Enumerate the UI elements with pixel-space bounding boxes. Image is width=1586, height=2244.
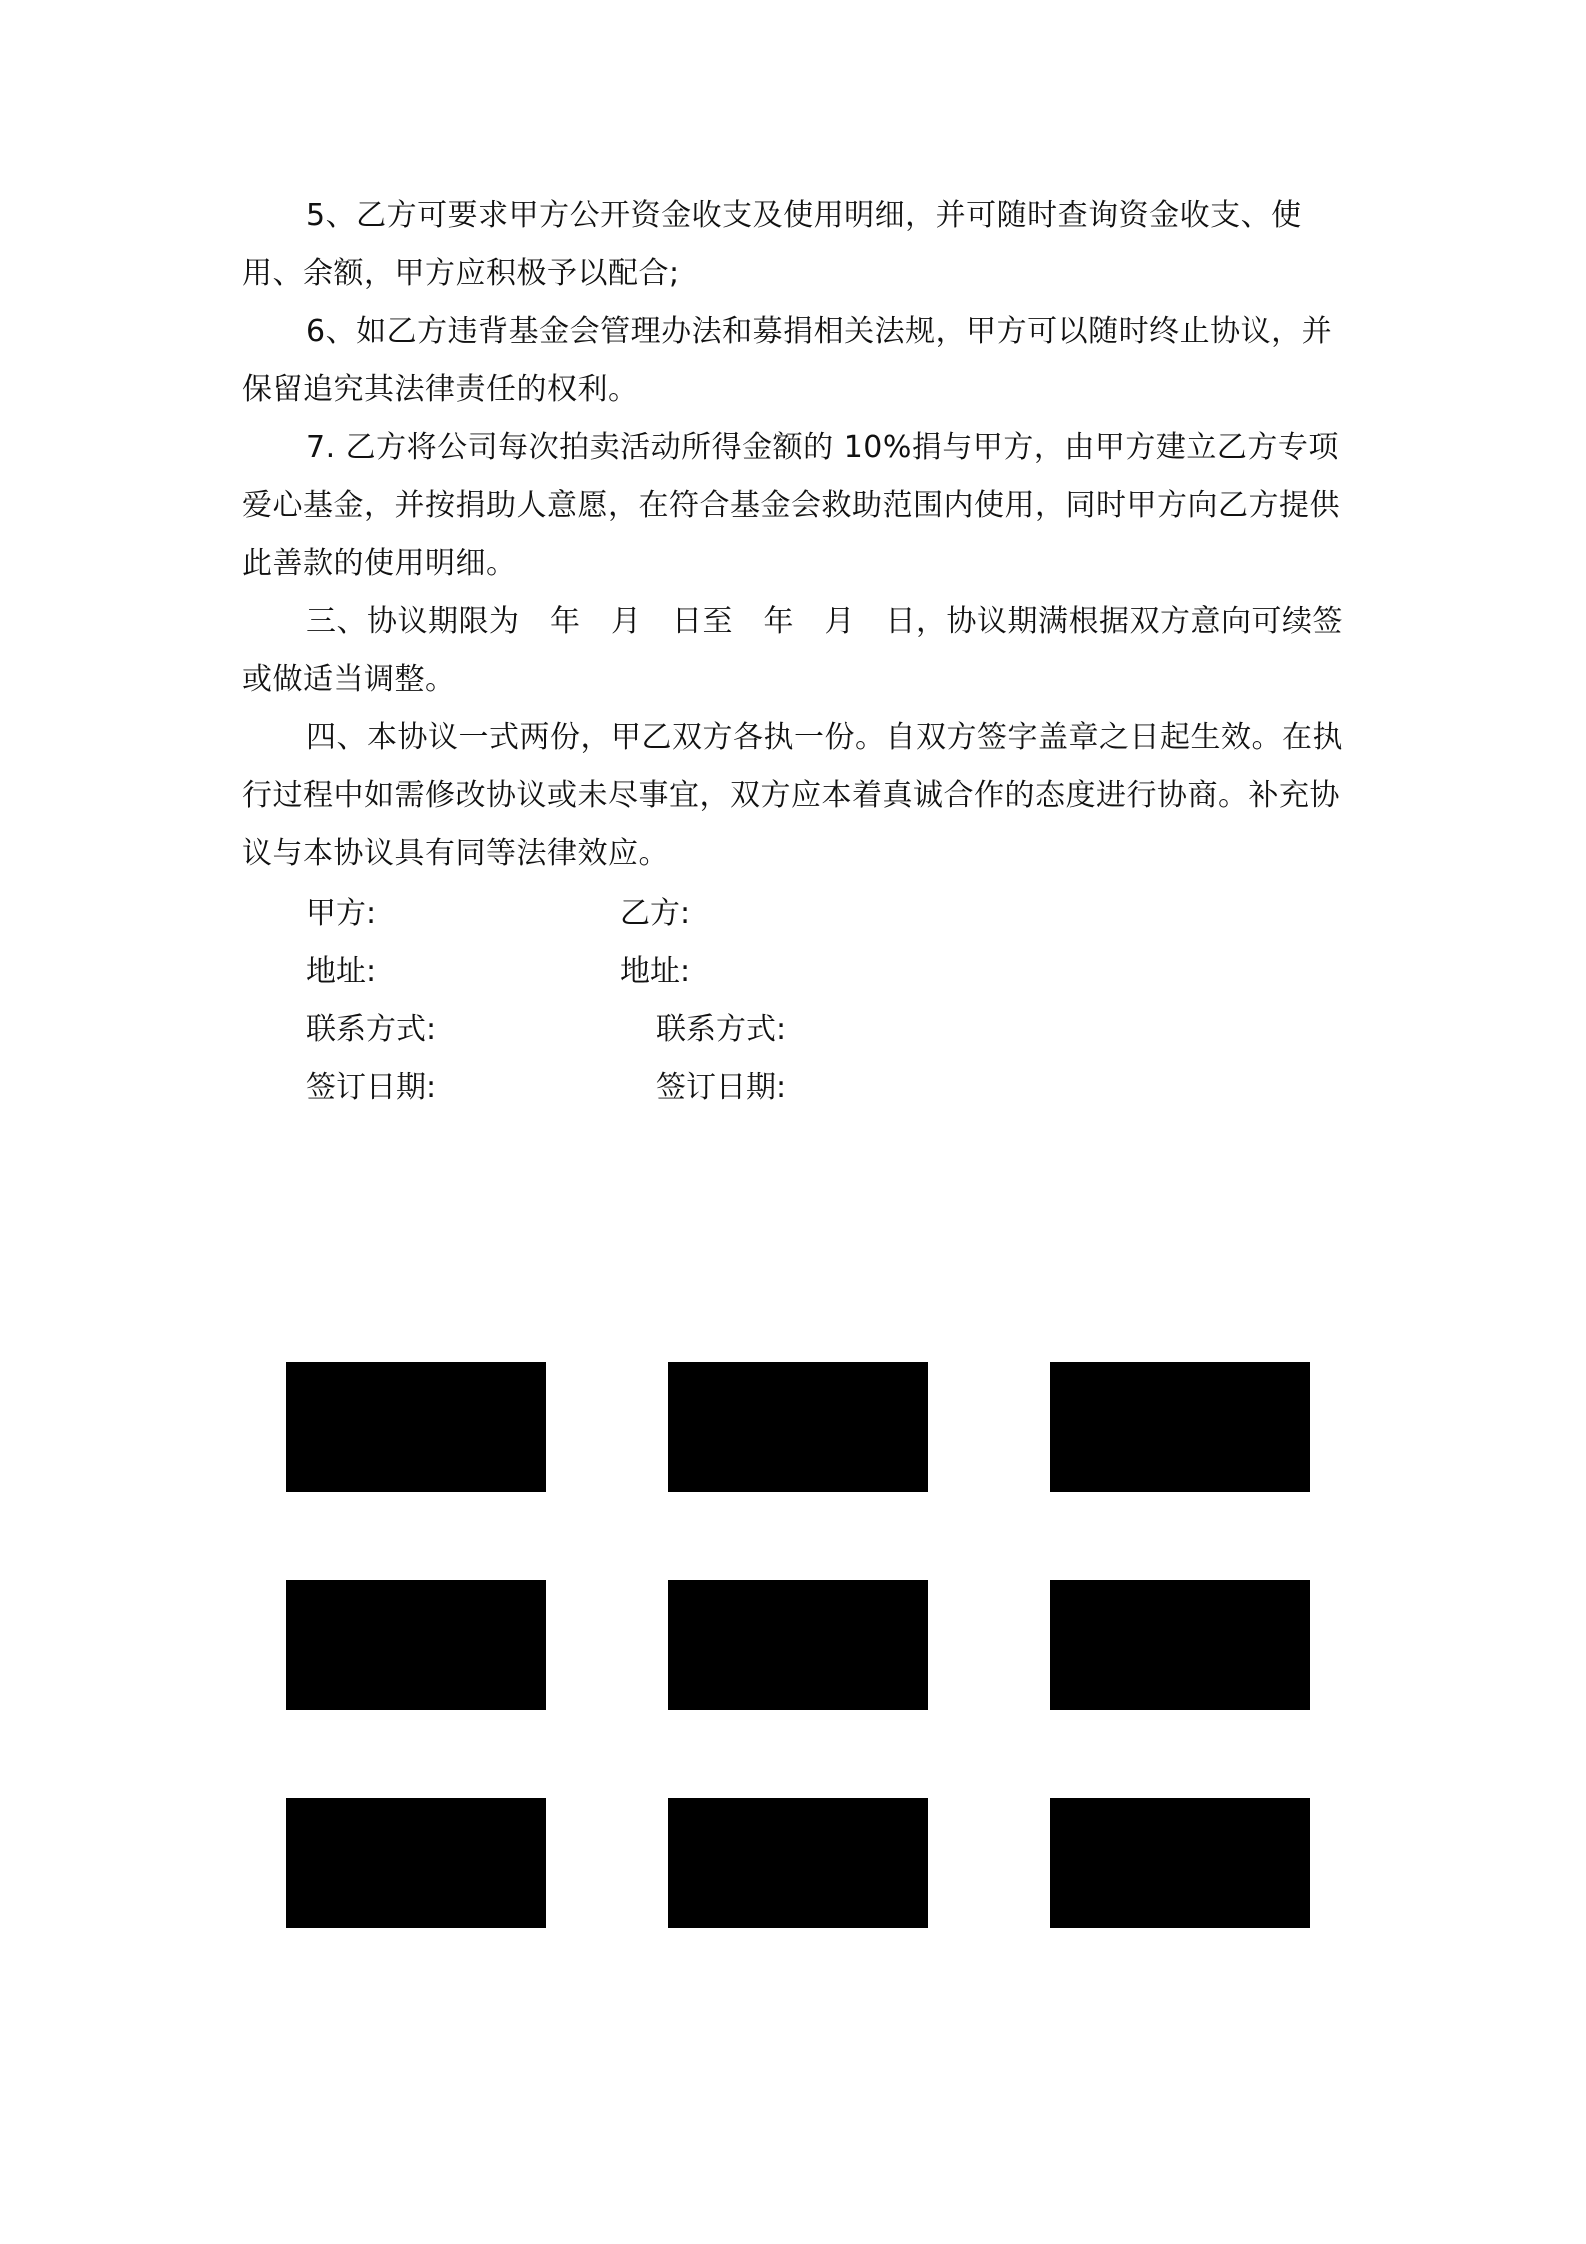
contact-b-label: 联系方式: <box>656 1012 787 1047</box>
redaction-block <box>668 1580 928 1710</box>
signature-row-party <box>306 885 1206 943</box>
redaction-block <box>1050 1798 1310 1928</box>
date-b-label: 签订日期: <box>656 1070 787 1105</box>
section-copies: 四、本协议一式两份，甲乙双方各执一份。自双方签字盖章之日起生效。在执行过程中如需修改协议或未尽事宜，双方应本着真诚合作的态度进行协商。补充协议与本协议具有同等法律效应。 <box>242 720 1343 871</box>
section-term: 三、协议期限为 年 月 日至 年 月 日，协议期满根据双方意向可续签或做适当调整。 <box>242 604 1343 697</box>
contact-a-label: 联系方式: <box>306 1012 437 1047</box>
signature-row-address <box>306 943 1206 1001</box>
redaction-grid <box>286 1362 1310 1928</box>
redaction-block <box>668 1362 928 1492</box>
agreement-body <box>242 187 1362 883</box>
clause-5: 5、乙方可要求甲方公开资金收支及使用明细，并可随时查询资金收支、使用、余额，甲方应积极予以配合; <box>242 198 1302 291</box>
clause-7: 7. 乙方将公司每次拍卖活动所得金额的 10%捐与甲方，由甲方建立乙方专项爱心基金，并按捐助人意愿，在符合基金会救助范围内使用，同时甲方向乙方提供此善款的使用明细。 <box>242 430 1340 581</box>
redaction-block <box>1050 1580 1310 1710</box>
redaction-block <box>668 1798 928 1928</box>
signature-row-contact <box>306 1001 1206 1059</box>
redaction-block <box>286 1580 546 1710</box>
redaction-block <box>286 1798 546 1928</box>
redaction-block <box>1050 1362 1310 1492</box>
redaction-block <box>286 1362 546 1492</box>
address-b-label: 地址: <box>620 954 691 989</box>
clause-6: 6、如乙方违背基金会管理办法和募捐相关法规，甲方可以随时终止协议，并保留追究其法律责任的权利。 <box>242 314 1333 407</box>
party-b-label: 乙方: <box>620 896 691 931</box>
signature-block <box>306 885 1206 1117</box>
date-a-label: 签订日期: <box>306 1070 437 1105</box>
signature-row-date <box>306 1059 1206 1117</box>
address-a-label: 地址: <box>306 954 377 989</box>
party-a-label: 甲方: <box>306 896 377 931</box>
